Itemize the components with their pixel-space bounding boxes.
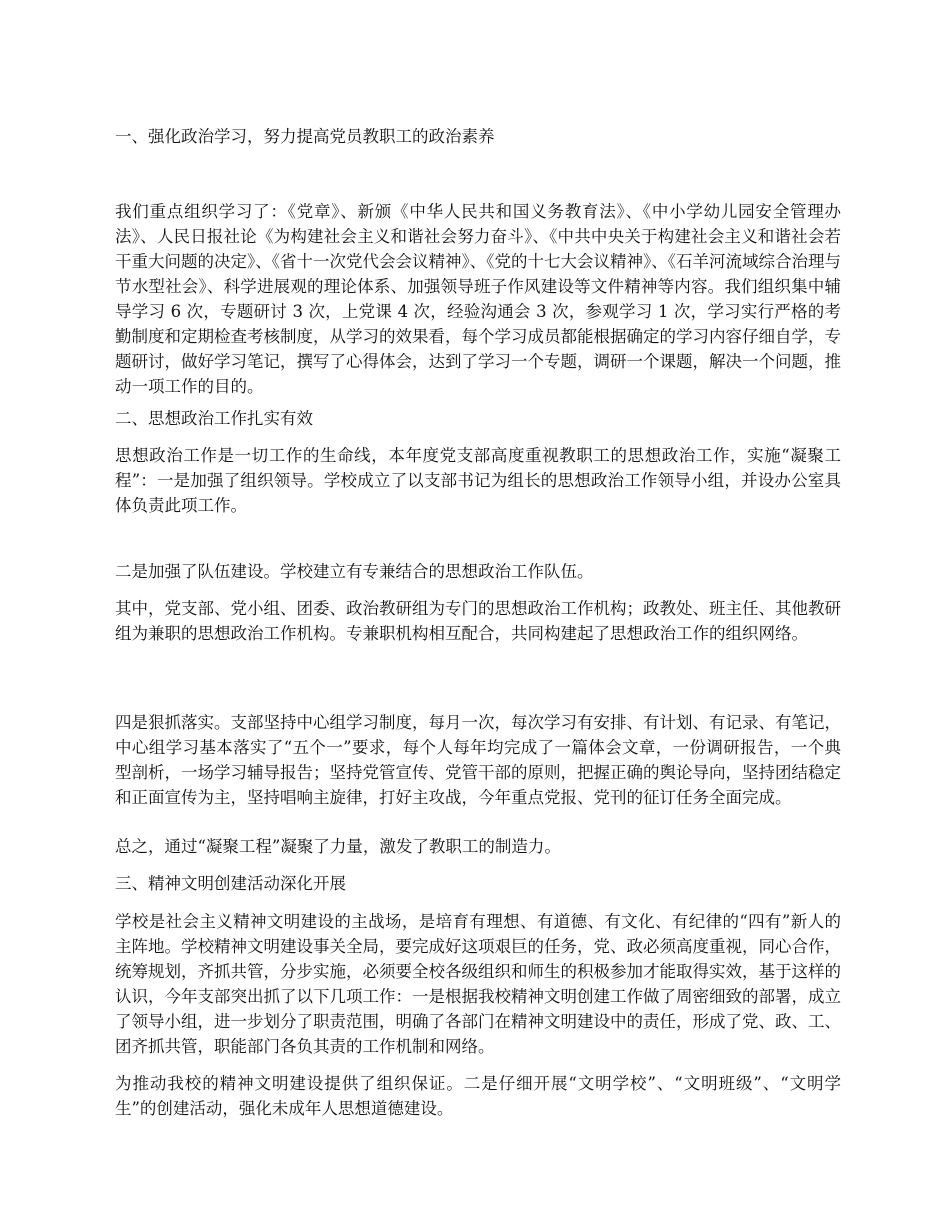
paragraph-summary: 总之，通过“凝聚工程”凝聚了力量，激发了教职工的制造力。 bbox=[115, 837, 561, 856]
paragraph-civilization-activities: 为推动我校的精神文明建设提供了组织保证。二是仔细开展“文明学校”、“文明班级”、“文明学生”的创建活动，强化未成年人思想道德建设。 bbox=[115, 1074, 841, 1118]
paragraph-implementation: 四是狠抓落实。支部坚持中心组学习制度，每月一次，每次学习有安排、有计划、有记录、有笔记，中心组学习基本落实了“五个一”要求，每个人每年均完成了一篇体会文章，一份调研报告，一个典型剖析，一场学习辅导报告；坚持党管宣传、党管干部的原则，把握正确的舆论导向，坚持团结稳定和正面宣传为主，坚持唱响主旋律，打好主攻战，今年重点党报、党刊的征订任务全面完成。 bbox=[115, 713, 841, 807]
paragraph-cohesion-project: 思想政治工作是一切工作的生命线，本年度党支部高度重视教职工的思想政治工作，实施“凝聚工程”：一是加强了组织领导。学校成立了以支部书记为组长的思想政治工作领导小组，并设办公室具体负责此项工作。 bbox=[115, 446, 841, 515]
paragraph-team-building: 二是加强了队伍建设。学校建立有专兼结合的思想政治工作队伍。 bbox=[115, 562, 594, 581]
heading-political-study: 一、强化政治学习，努力提高党员教职工的政治素养 bbox=[115, 127, 495, 146]
paragraph-organization-network: 其中，党支部、党小组、团委、政治教研组为专门的思想政治工作机构；政教处、班主任、其他教研组为兼职的思想政治工作机构。专兼职机构相互配合，共同构建起了思想政治工作的组织网络。 bbox=[115, 599, 841, 643]
paragraph-school-civilization: 学校是社会主义精神文明建设的主战场，是培育有理想、有道德、有文化、有纪律的“四有”新人的主阵地。学校精神文明建设事关全局，要完成好这项艰巨的任务，党、政必须高度重视，同心合作，统筹规划，齐抓共管，分步实施，必须要全校各级组织和师生的积极参加才能取得实效，基于这样的认识，今年支部突出抓了以下几项工作：一是根据我校精神文明创建工作做了周密细致的部署，成立了领导小组，进一步划分了职责范围，明确了各部门在精神文明建设中的责任，形成了党、政、工、团齐抓共管，职能部门各负其责的工作机制和网络。 bbox=[115, 912, 841, 1056]
paragraph-study-content: 我们重点组织学习了：《党章》、新颁《中华人民共和国义务教育法》、《中小学幼儿园安全管理办法》、人民日报社论《为构建社会主义和谐社会努力奋斗》、《中共中央关于构建社会主义和谐社会若干重大问题的决定》、《省十一次党代会会议精神》、《党的十七大会议精神》、《石羊河流域综合治理与节水型社会》、科学进展观的理论体系、加强领导班子作风建设等文件精神等内容。我们组织集中辅导学习 6 次，专题研讨 3 次，上党课 4 次，经验沟通会 3 次，参观学习 1 次，学习实行严格的考勤制度和定期检查考核制度，从学习的效果看，每个学习成员都能根据确定的学习内容仔细自学，专题研讨，做好学习笔记，撰写了心得体会，达到了学习一个专题，调研一个课题，解决一个问题，推动一项工作的目的。 bbox=[115, 202, 841, 396]
heading-ideological-work: 二、思想政治工作扎实有效 bbox=[115, 409, 313, 428]
heading-spiritual-civilization: 三、精神文明创建活动深化开展 bbox=[115, 874, 346, 893]
